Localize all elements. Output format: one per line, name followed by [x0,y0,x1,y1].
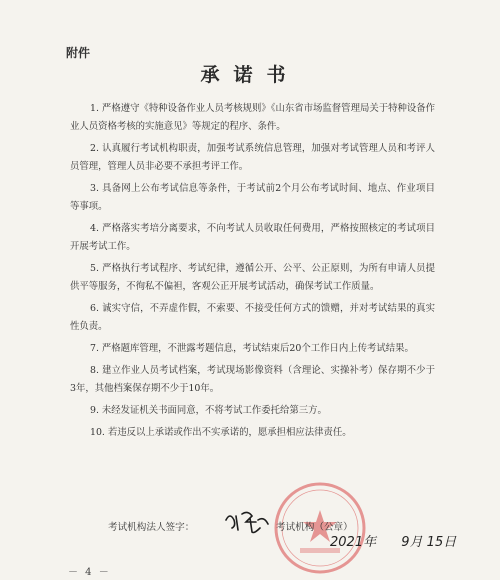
commitment-item: 2. 认真履行考试机构职责，加强考试系统信息管理，加强对考试管理人员和考评人员管理，管理人员非必要不承担考评工作。 [70,143,435,172]
commitment-item: 6. 诚实守信，不弄虚作假，不索要、不接受任何方式的馈赠，并对考试结果的真实性负责。 [70,303,435,332]
document-title: 承诺书 [200,64,300,86]
date-year: 2021年 [330,535,377,550]
attachment-label: 附件 [66,46,91,60]
handwritten-signature-icon [222,506,272,536]
commitment-item: 8. 建立作业人员考试档案，考试现场影像资料（含理论、实操补考）保存期不少于3年，其他档案保存期不少于10年。 [70,365,435,394]
commitment-list [70,100,435,446]
commitment-item: 9. 未经发证机关书面同意，不将考试工作委托给第三方。 [90,405,327,416]
commitment-item: 4. 严格落实考培分离要求，不向考试人员收取任何费用，严格按照核定的考试项目开展考试工作。 [70,223,435,252]
organization-seal-label: 考试机构（公章） [276,522,353,533]
commitment-item: 3. 具备网上公布考试信息等条件，于考试前2个月公布考试时间、地点、作业项目等事项。 [70,183,435,212]
legal-rep-signature-label: 考试机构法人签字： [108,522,195,533]
signing-date [330,531,456,550]
commitment-item: 5. 严格执行考试程序、考试纪律，遵循公开、公平、公正原则，为所有申请人员提供平等服务，不徇私不偏袒，客观公正开展考试活动，确保考试工作质量。 [70,263,435,292]
commitment-item: 10. 若违反以上承诺或作出不实承诺的，愿承担相应法律责任。 [90,427,352,438]
page-number: － 4 － [68,567,111,578]
date-month-day: 9月 15日 [401,535,457,550]
commitment-item: 1. 严格遵守《特种设备作业人员考核规则》《山东省市场监督管理局关于特种设备作业人员资格考核的实施意见》等规定的程序、条件。 [70,103,435,132]
commitment-item: 7. 严格题库管理，不泄露考题信息，考试结束后20个工作日内上传考试结果。 [90,343,414,354]
